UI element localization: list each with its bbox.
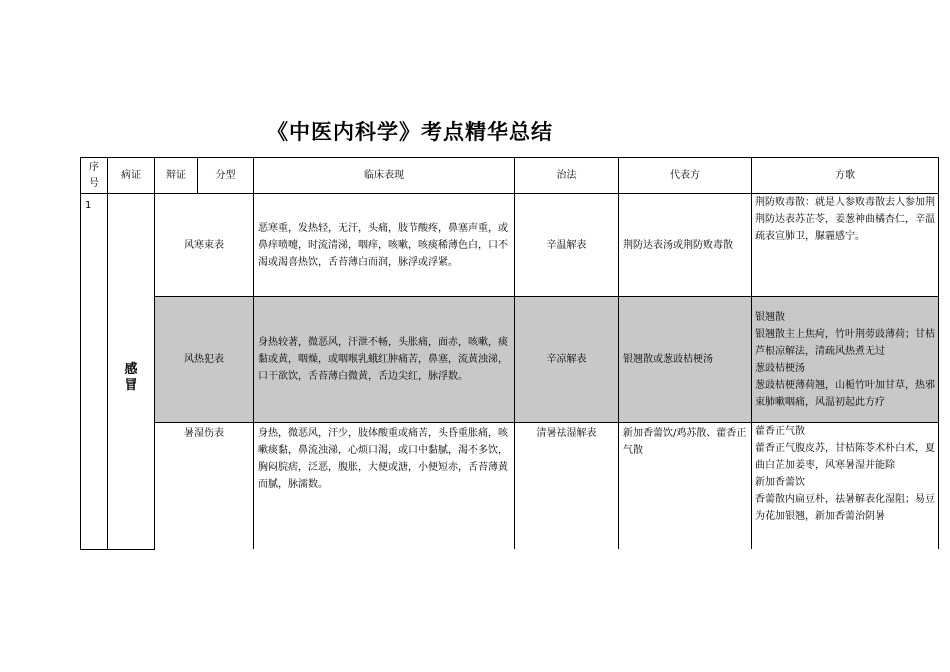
song-cell [752,423,939,550]
table-row [81,297,939,423]
row-number: 1 [81,194,108,550]
song-line: 葱豉桔梗薄荷翘，山栀竹叶加甘草，热邪束肺嗽咽痛，风温初起此方疗 [755,379,935,408]
song-line: 荆防达表苏芷苓，姜葱神曲橘杏仁，辛温疏表宣肺卫，脲霾感宁。 [755,214,935,242]
formula-cell: 新加香薷饮/鸡苏散、藿香正气散 [619,423,752,550]
method-cell: 辛凉解表 [515,297,619,423]
header-method: 治法 [515,158,619,194]
page-title: 《中医内科学》考点精华总结 [267,119,553,144]
syndrome-table [80,157,939,550]
table-row [81,194,939,297]
song-line: 藿香正气散 [755,426,805,437]
clinical-cell: 恶寒重，发热轻，无汗，头痛，肢节酸疼，鼻塞声重，或鼻痒喷嚏，时流清涕，咽痒，咳嗽，咳痰稀薄色白，口不渴或渴喜热饮，舌苔薄白而润，脉浮或浮紧。 [254,194,515,297]
song-line: 藿香正气腹皮苏，甘桔陈苓术朴白术，夏曲白芷加姜枣，风寒暑湿并能除 [755,443,935,471]
disease-cell: 感冒 [108,194,155,550]
header-clinical: 临床表现 [254,158,515,194]
clinical-cell: 身热较著，微恶风，汗泄不畅，头胀痛，面赤，咳嗽，痰黏或黄，咽燥，或咽喉乳蛾红肿痛苦，鼻塞，流黄浊涕，口干欲饮，舌苔薄白微黄，舌边尖红，脉浮数。 [254,297,515,423]
formula-cell: 荆防达表汤或荆防败毒散 [619,194,752,297]
header-num: 序号 [81,158,108,194]
song-line: 新加香薷饮 [755,477,805,488]
table-row [81,423,939,550]
type-cell: 暑湿伤表 [155,423,254,550]
song-cell [752,297,939,423]
method-cell: 辛温解表 [515,194,619,297]
type-cell: 风寒束表 [155,194,254,297]
song-cell [752,194,939,297]
song-line: 葱豉桔梗汤 [755,362,805,374]
formula-cell: 银翘散或葱豉桔梗汤 [619,297,752,423]
clinical-cell: 身热，微恶风，汗少，肢体酸重或痛苦，头昏重胀痛，咳嗽痰黏，鼻流浊涕，心烦口渴，或口中黏腻，渴不多饮，胸闷脘痞，泛恶，腹胀，大便或溏，小便短赤，舌苔薄黄而腻，脉濡数。 [254,423,515,550]
type-cell: 风热犯表 [155,297,254,423]
header-song: 方歌 [752,158,939,194]
table-header-row [81,158,939,194]
song-line: 银翘散主上焦疴，竹叶荆蒡豉薄荷；甘桔芦根凉解法，清疏风热煮无过 [755,328,935,357]
header-diff: 辩证 [155,158,198,194]
song-line: 银翘散 [755,311,785,323]
header-type: 分型 [198,158,254,194]
header-formula: 代表方 [619,158,752,194]
header-disease: 病证 [108,158,155,194]
method-cell: 清暑祛湿解表 [515,423,619,550]
song-line: 荆防败毒散：就是人参败毒散去人参加荆 [755,197,935,208]
song-line: 香薷散内扁豆朴，祛暑解表化湿阻；易豆为花加银翘，新加香薷治阴暑 [755,494,935,522]
